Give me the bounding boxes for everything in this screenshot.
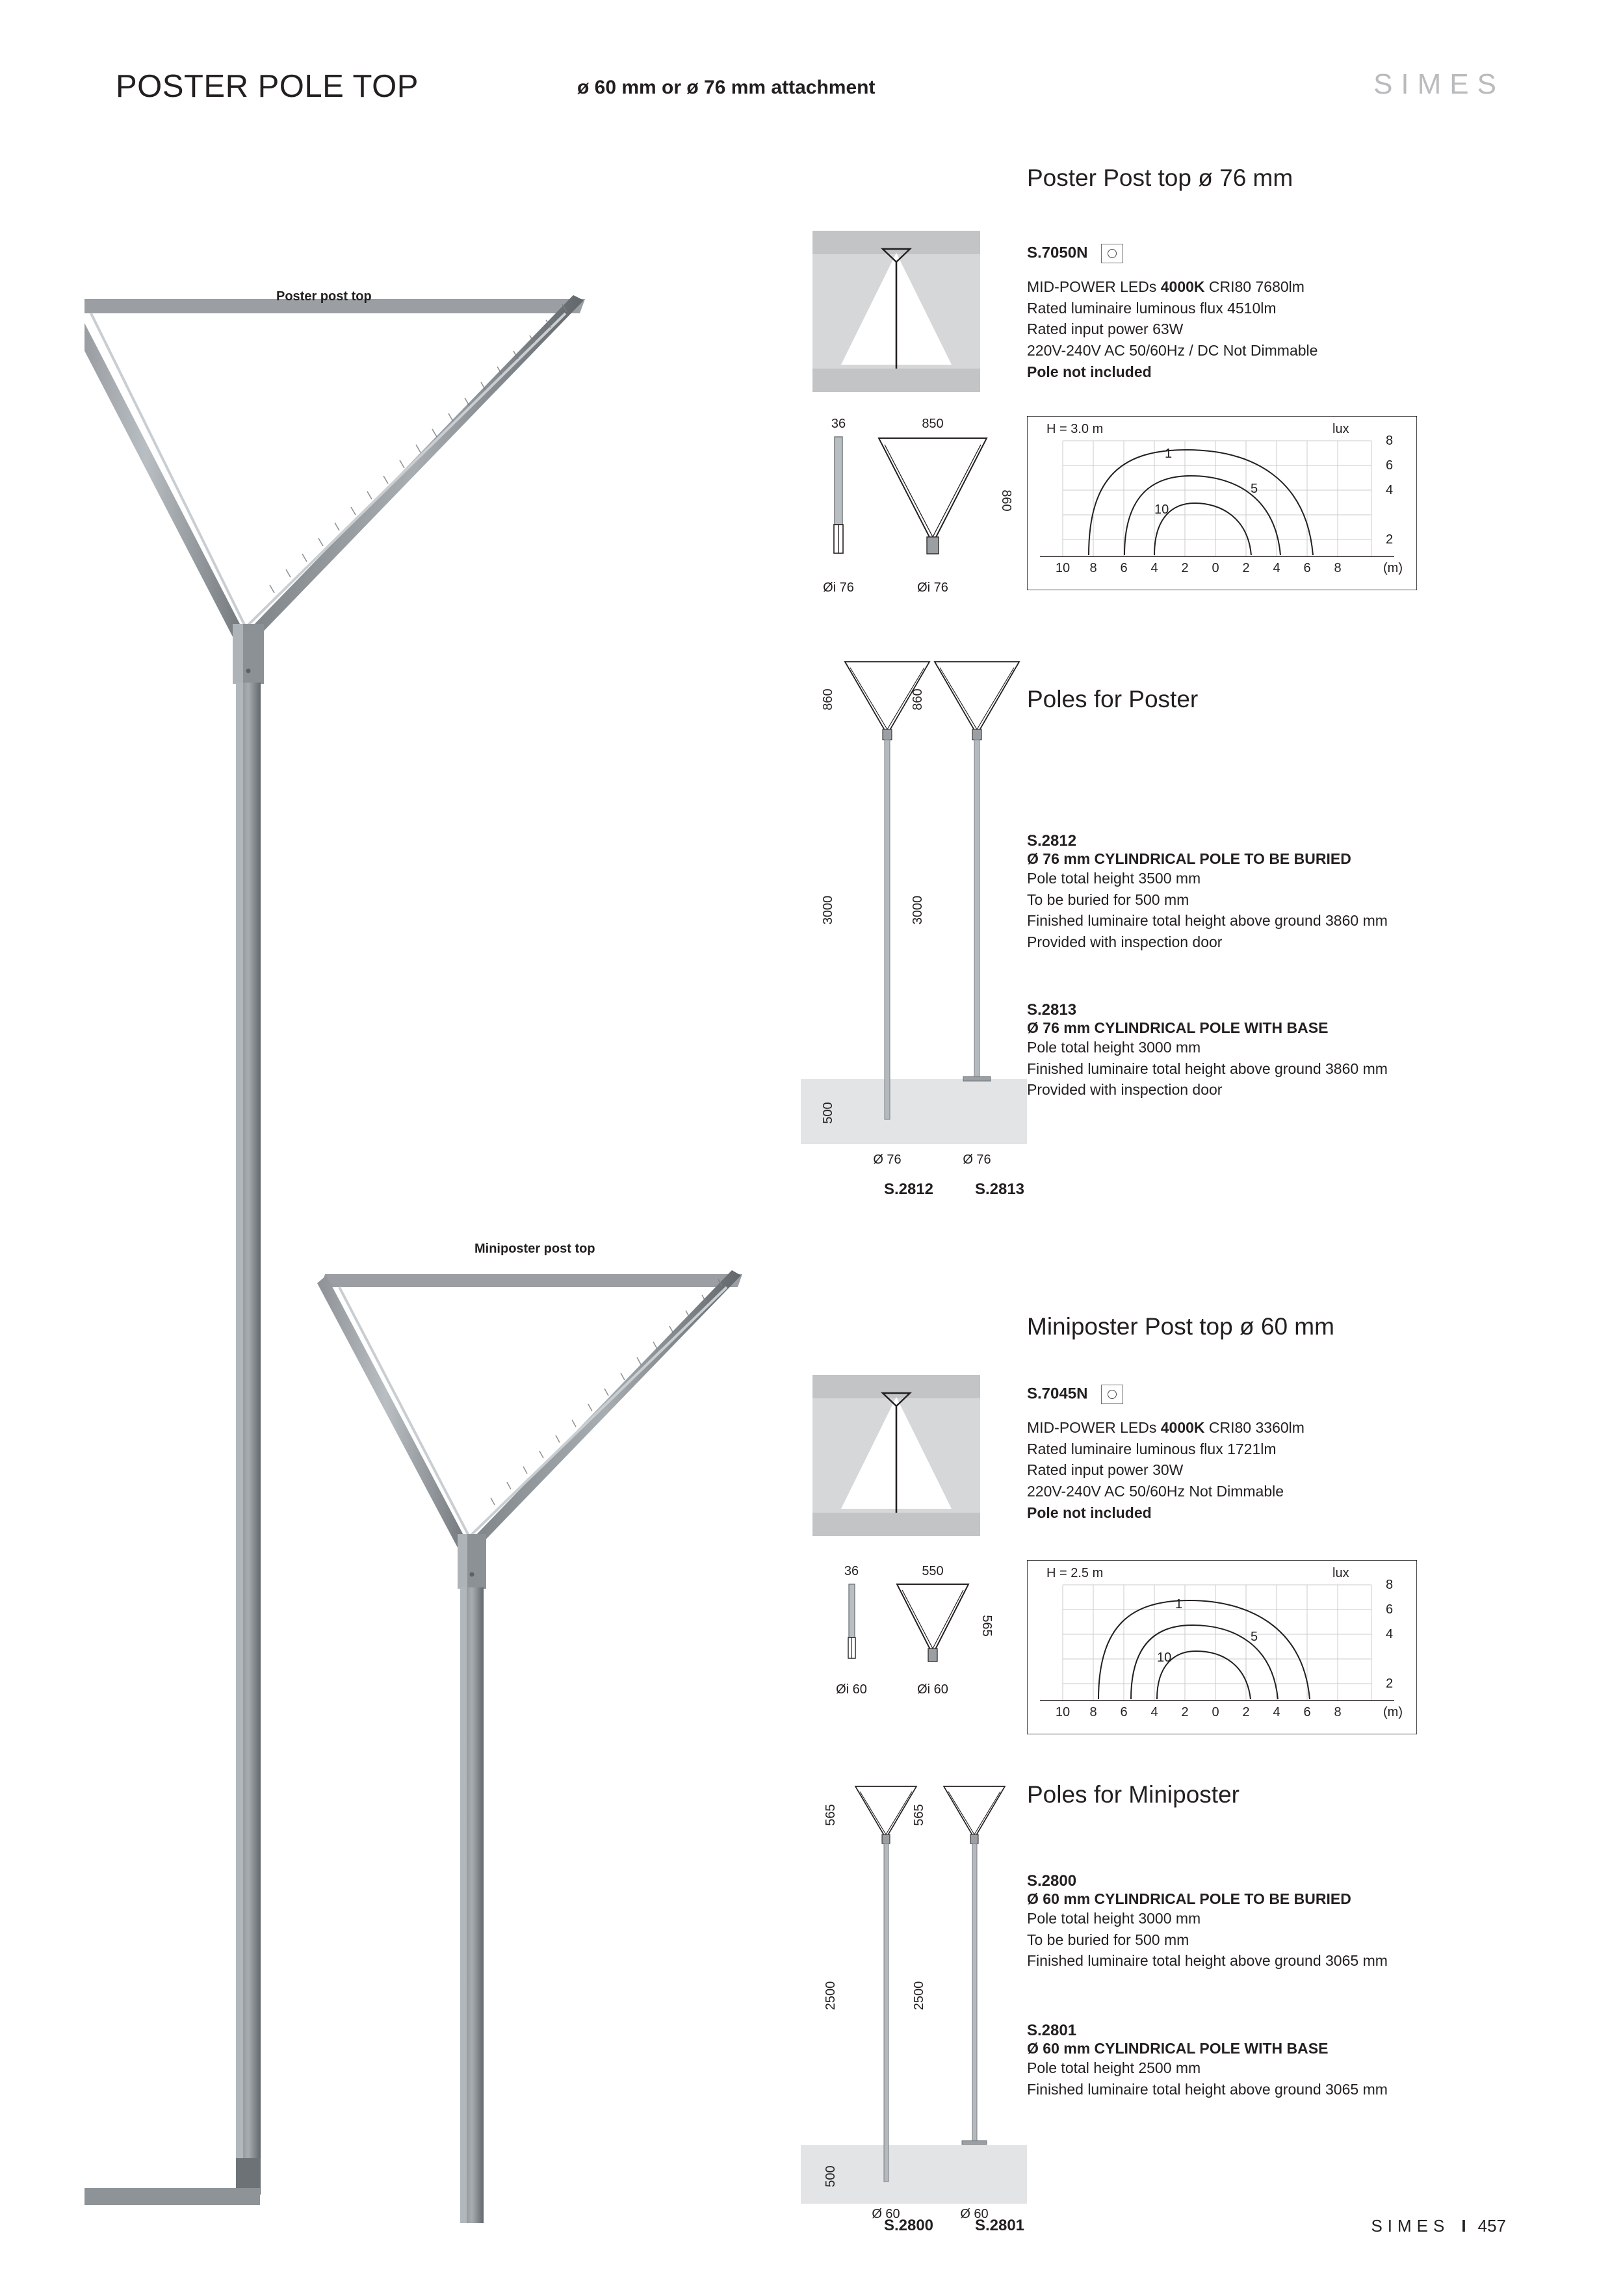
spec-line-4: 220V-240V AC 50/60Hz / DC Not Dimmable [1027, 341, 1318, 359]
miniposter-photometric-chart [1027, 1560, 1417, 1734]
pole-name-s2801: S.2801 [974, 2217, 1025, 2234]
section-title-poles-miniposter: Poles for Miniposter [1027, 1781, 1240, 1808]
svg-text:lux: lux [1332, 422, 1349, 436]
pole-line: To be buried for 500 mm [1027, 891, 1189, 908]
miniposter-specs [1027, 1417, 1521, 1523]
svg-text:lux: lux [1332, 1566, 1349, 1580]
spec-line-1-post: CRI80 3360lm [1204, 1419, 1305, 1436]
section-title-poles-poster: Poles for Poster [1027, 686, 1199, 712]
pole-heading-s2812: Ø 76 mm CYLINDRICAL POLE TO BE BURIED [1027, 850, 1351, 867]
section-title-miniposter-post-top: Miniposter Post top ø 60 mm [1027, 1313, 1334, 1340]
svg-text:2: 2 [1181, 561, 1189, 575]
pole-line: Provided with inspection door [1027, 933, 1223, 950]
spec-line-3: Rated input power 30W [1027, 1461, 1184, 1479]
svg-text:H = 2.5 m: H = 2.5 m [1046, 1566, 1104, 1580]
svg-text:3000: 3000 [911, 895, 925, 925]
svg-text:0: 0 [1212, 561, 1219, 575]
spec-line-2: Rated luminaire luminous flux 4510lm [1027, 299, 1277, 317]
product-code-text: S.7050N [1027, 244, 1088, 262]
svg-text:8: 8 [1089, 1705, 1097, 1719]
pole-line: Provided with inspection door [1027, 1081, 1223, 1099]
svg-text:Ø 76: Ø 76 [873, 1153, 902, 1167]
svg-text:Øi 60: Øi 60 [836, 1682, 867, 1697]
svg-text:5: 5 [1251, 1630, 1258, 1644]
pole-name-s2813: S.2813 [974, 1181, 1025, 1198]
svg-text:8: 8 [1334, 1705, 1342, 1719]
svg-text:10: 10 [1055, 561, 1071, 575]
svg-text:(m): (m) [1383, 561, 1403, 575]
pole-line: Finished luminaire total height above ground 3065 mm [1027, 1952, 1388, 1970]
svg-text:4: 4 [1386, 483, 1394, 497]
svg-text:3000: 3000 [821, 895, 835, 925]
pole-heading-s2800: Ø 60 mm CYLINDRICAL POLE TO BE BURIED [1027, 1890, 1351, 1907]
svg-text:5: 5 [1251, 482, 1258, 496]
svg-text:6: 6 [1120, 1705, 1128, 1719]
svg-text:2: 2 [1181, 1705, 1189, 1719]
pole-heading-s2801: Ø 60 mm CYLINDRICAL POLE WITH BASE [1027, 2040, 1329, 2057]
spec-line-4: 220V-240V AC 50/60Hz Not Dimmable [1027, 1482, 1284, 1500]
poster-dimension-drawings [799, 416, 1014, 611]
svg-text:8: 8 [1386, 1578, 1394, 1592]
svg-text:6: 6 [1120, 561, 1128, 575]
poster-specs [1027, 276, 1521, 382]
svg-text:1: 1 [1175, 1597, 1183, 1611]
product-code-s7050n [1027, 244, 1123, 263]
svg-text:2: 2 [1386, 1676, 1394, 1691]
svg-text:Ø 76: Ø 76 [963, 1153, 991, 1167]
poles-miniposter-drawing [793, 1775, 1027, 2230]
page-subtitle: ø 60 mm or ø 76 mm attachment [577, 77, 876, 98]
spec-line-1-pre: MID-POWER LEDs [1027, 1419, 1161, 1436]
svg-text:4: 4 [1273, 1705, 1280, 1719]
svg-text:2: 2 [1242, 1705, 1250, 1719]
pole-line: Pole total height 3000 mm [1027, 1910, 1201, 1927]
footer-brand: SIMES [1371, 2216, 1450, 2236]
poster-beam-pictogram [812, 231, 980, 392]
svg-text:Ø 60: Ø 60 [960, 2207, 989, 2221]
pole-item-s2813 [1027, 1001, 1547, 1101]
pole-code-s2801: S.2801 [1027, 2022, 1077, 2039]
spec-line-1-post: CRI80 7680lm [1204, 278, 1305, 295]
svg-text:500: 500 [821, 1102, 835, 1124]
svg-text:500: 500 [824, 2165, 838, 2187]
pole-item-s2800 [1027, 1872, 1547, 1972]
svg-text:8: 8 [1386, 434, 1394, 448]
page-footer [1371, 2216, 1506, 2236]
footer-page-number: 457 [1477, 2216, 1506, 2236]
pole-line: To be buried for 500 mm [1027, 1931, 1189, 1948]
spec-line-1-pre: MID-POWER LEDs [1027, 278, 1161, 295]
poles-poster-drawing [793, 650, 1027, 1190]
spec-line-2: Rated luminaire luminous flux 1721lm [1027, 1440, 1277, 1457]
svg-text:2: 2 [1242, 561, 1250, 575]
pole-line: Pole total height 3500 mm [1027, 870, 1201, 887]
spec-cct: 4000K [1160, 278, 1205, 295]
svg-text:565: 565 [980, 1615, 994, 1637]
svg-text:10: 10 [1157, 1650, 1172, 1665]
svg-text:8: 8 [1334, 561, 1342, 575]
dimmable-badge-icon [1101, 244, 1123, 263]
poster-pole-drawing [84, 273, 773, 2223]
svg-text:10: 10 [1055, 1705, 1071, 1719]
section-title-poster-post-top: Poster Post top ø 76 mm [1027, 164, 1293, 191]
svg-text:8: 8 [1089, 561, 1097, 575]
svg-text:1: 1 [1165, 447, 1173, 461]
svg-text:Ø 60: Ø 60 [872, 2207, 900, 2221]
svg-text:860: 860 [821, 688, 835, 711]
footer-separator: I [1461, 2216, 1466, 2236]
main-product-illustration [84, 273, 773, 2223]
svg-text:565: 565 [824, 1804, 838, 1826]
brand-logo: SIMES [1373, 68, 1505, 100]
page-title: POSTER POLE TOP [116, 69, 419, 104]
product-code-text: S.7045N [1027, 1385, 1088, 1403]
svg-text:6: 6 [1303, 561, 1311, 575]
svg-text:2500: 2500 [912, 1981, 926, 2011]
svg-text:10: 10 [1154, 502, 1169, 517]
poster-photometric-chart [1027, 416, 1417, 590]
svg-text:860: 860 [999, 489, 1013, 512]
svg-text:0: 0 [1212, 1705, 1219, 1719]
pole-name-s2812: S.2812 [883, 1181, 934, 1198]
svg-text:(m): (m) [1383, 1705, 1403, 1719]
pole-line: Finished luminaire total height above ground 3860 mm [1027, 912, 1388, 930]
dimmable-badge-icon [1101, 1385, 1123, 1404]
svg-text:6: 6 [1386, 458, 1394, 473]
svg-text:565: 565 [912, 1804, 926, 1826]
pole-line: Finished luminaire total height above ground 3860 mm [1027, 1060, 1388, 1077]
pole-heading-s2813: Ø 76 mm CYLINDRICAL POLE WITH BASE [1027, 1019, 1329, 1036]
svg-text:36: 36 [831, 417, 846, 431]
pole-line: Finished luminaire total height above ground 3065 mm [1027, 2080, 1388, 2098]
miniposter-dimension-drawings [812, 1563, 1020, 1726]
spec-cct: 4000K [1160, 1419, 1205, 1436]
svg-text:4: 4 [1386, 1627, 1394, 1641]
svg-text:Øi 76: Øi 76 [823, 581, 854, 595]
svg-text:Øi 76: Øi 76 [917, 581, 948, 595]
svg-text:2500: 2500 [824, 1981, 838, 2011]
label-miniposter-post-top: Miniposter post top [474, 1242, 595, 1256]
spec-line-3: Rated input power 63W [1027, 320, 1184, 338]
spec-line-5: Pole not included [1027, 363, 1152, 380]
svg-text:4: 4 [1273, 561, 1280, 575]
pole-line: Pole total height 3000 mm [1027, 1039, 1201, 1056]
svg-text:4: 4 [1150, 1705, 1158, 1719]
svg-text:550: 550 [922, 1564, 944, 1578]
pole-code-s2800: S.2800 [1027, 1872, 1077, 1890]
pole-item-s2812 [1027, 832, 1547, 953]
svg-text:6: 6 [1303, 1705, 1311, 1719]
svg-text:6: 6 [1386, 1602, 1394, 1617]
svg-text:H = 3.0 m: H = 3.0 m [1046, 422, 1104, 436]
svg-text:2: 2 [1386, 532, 1394, 547]
pole-line: Pole total height 2500 mm [1027, 2059, 1201, 2076]
svg-text:4: 4 [1150, 561, 1158, 575]
spec-line-5: Pole not included [1027, 1504, 1152, 1521]
svg-text:36: 36 [844, 1564, 859, 1578]
svg-text:860: 860 [911, 688, 925, 711]
right-column [773, 0, 1623, 2296]
label-poster-post-top: Poster post top [276, 289, 372, 304]
svg-text:Øi 60: Øi 60 [917, 1682, 948, 1697]
miniposter-beam-pictogram [812, 1375, 980, 1536]
pole-code-s2813: S.2813 [1027, 1001, 1077, 1019]
product-code-s7045n [1027, 1385, 1123, 1404]
pole-name-s2800: S.2800 [883, 2217, 934, 2234]
pole-code-s2812: S.2812 [1027, 832, 1077, 850]
svg-text:850: 850 [922, 417, 944, 431]
pole-item-s2801 [1027, 2022, 1547, 2100]
